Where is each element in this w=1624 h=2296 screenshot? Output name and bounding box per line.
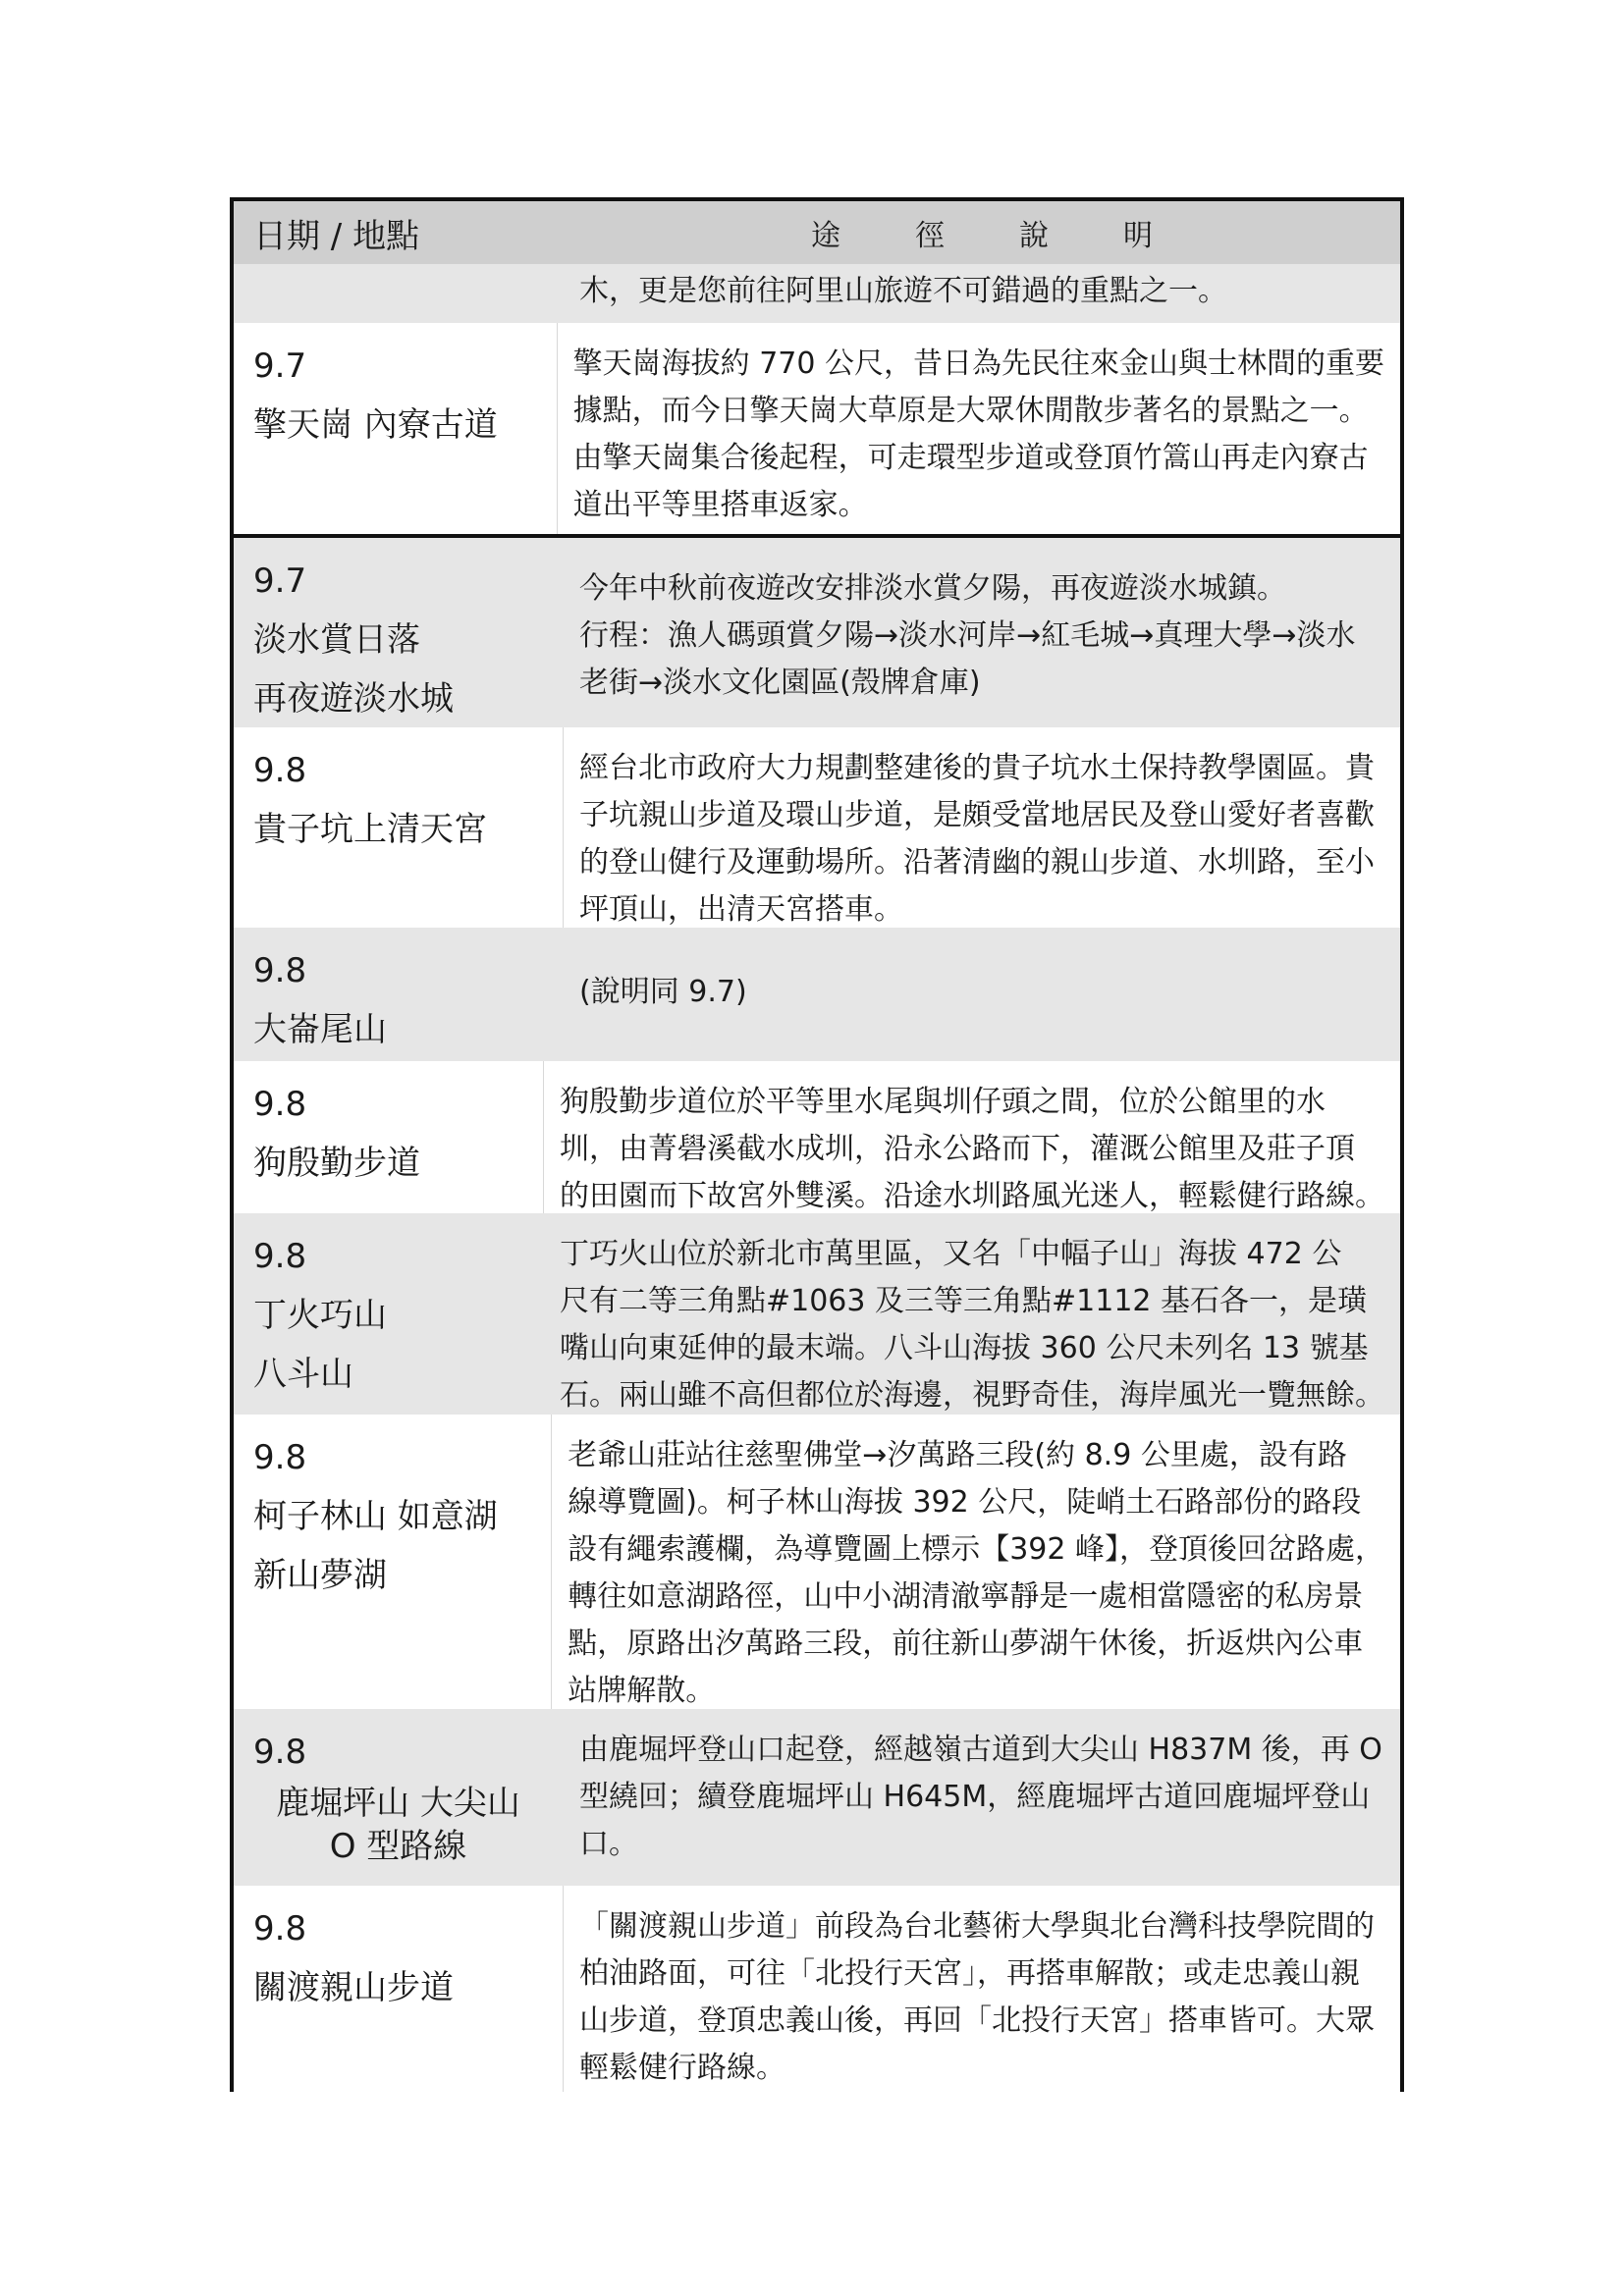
description-line: 線導覽圖)。柯子林山海拔 392 公尺，陡峭土石路部份的路段 (568, 1485, 1362, 1520)
table-row (234, 1061, 1400, 1213)
table-header (234, 201, 1400, 264)
description-line: (說明同 9.7) (579, 975, 747, 1009)
header-char: 徑 (915, 219, 945, 253)
table-row (234, 727, 1400, 928)
description-line: 木，更是您前往阿里山旅遊不可錯過的重點之一。 (579, 274, 1227, 308)
description-cell (544, 1213, 1400, 1415)
description-line: 轉往如意湖路徑，山中小湖清澈寧靜是一處相當隱密的私房景 (568, 1579, 1364, 1614)
row-place: 大崙尾山 (253, 1010, 387, 1049)
description-cell (564, 1709, 1400, 1886)
description-cell (544, 1061, 1400, 1213)
description-line: 道出平等里搭車返家。 (572, 488, 868, 522)
description-line: 行程：漁人碼頭賞夕陽→淡水河岸→紅毛城→真理大學→淡水 (579, 618, 1356, 653)
row-place: 淡水賞日落 (253, 620, 420, 660)
row-place: 再夜遊淡水城 (253, 679, 454, 719)
date-place-cell (234, 1886, 564, 2092)
description-line: 山步道，登頂忠義山後，再回「北投行天宮」搭車皆可。大眾 (579, 2003, 1375, 2038)
description-line: 子坑親山步道及環山步道，是頗受當地居民及登山愛好者喜歡 (579, 798, 1375, 832)
date-place-cell (234, 1061, 544, 1213)
header-char: 明 (1123, 219, 1153, 253)
description-line: 點，原路出汐萬路三段，前往新山夢湖午休後，折返烘內公車 (568, 1627, 1364, 1661)
row-place: 關渡親山步道 (253, 1968, 454, 2007)
date-place-cell (234, 538, 564, 727)
header-date-place: 日期 / 地點 (253, 216, 420, 256)
table-row (234, 1709, 1400, 1886)
row-date: 9.8 (253, 1438, 307, 1477)
row-place: 柯子林山 如意湖 (253, 1497, 498, 1536)
description-cell (564, 928, 1400, 1061)
row-place: 鹿堀坪山 大尖山 (276, 1784, 520, 1823)
description-line: 型繞回；續登鹿堀坪山 H645M，經鹿堀坪古道回鹿堀坪登山 (579, 1780, 1371, 1814)
description-line: 「關渡親山步道」前段為台北藝術大學與北台灣科技學院間的 (579, 1909, 1375, 1944)
date-place-cell (234, 323, 558, 534)
description-line: 口。 (579, 1827, 638, 1861)
description-line: 老爺山莊站往慈聖佛堂→汐萬路三段(約 8.9 公里處，設有路 (568, 1438, 1347, 1472)
description-line: 輕鬆健行路線。 (579, 2051, 785, 2085)
row-place: 丁火巧山 (253, 1296, 387, 1335)
date-place-cell (234, 928, 564, 1061)
header-char: 說 (1019, 219, 1049, 253)
description-line: 圳，由菁礐溪截水成圳，沿永公路而下，灌溉公館里及莊子頂 (560, 1132, 1355, 1166)
itinerary-table (230, 197, 1404, 2092)
header-route-desc (564, 211, 1400, 254)
description-line: 老街→淡水文化園區(殼牌倉庫) (579, 666, 981, 700)
description-line: 今年中秋前夜遊改安排淡水賞夕陽，再夜遊淡水城鎮。 (579, 571, 1286, 606)
date-place-cell (234, 264, 564, 323)
description-line: 柏油路面，可往「北投行天宮」，再搭車解散；或走忠義山親 (579, 1956, 1360, 1991)
row-place: 貴子坑上清天宮 (253, 810, 487, 849)
row-date: 9.8 (253, 1085, 307, 1124)
row-place: 狗殷勤步道 (253, 1144, 420, 1183)
description-cell (564, 727, 1400, 928)
date-place-cell (234, 1415, 552, 1709)
date-place-cell (234, 727, 564, 928)
description-line: 設有繩索護欄，為導覽圖上標示【392 峰】，登頂後回岔路處， (568, 1532, 1384, 1567)
row-date: 9.8 (253, 1733, 307, 1772)
row-date: 9.7 (253, 347, 307, 386)
description-cell (552, 1415, 1400, 1709)
row-place: O 型路線 (329, 1827, 467, 1866)
description-line: 站牌解散。 (568, 1674, 716, 1708)
description-cell (558, 323, 1400, 534)
row-date: 9.8 (253, 951, 307, 990)
row-place: 八斗山 (253, 1355, 353, 1394)
table-row (234, 1886, 1400, 2092)
description-line: 狗殷勤步道位於平等里水尾與圳仔頭之間，位於公館里的水 (560, 1085, 1326, 1119)
description-cell (564, 538, 1400, 727)
description-line: 坪頂山，出清天宮搭車。 (579, 892, 903, 927)
row-date: 9.8 (253, 1909, 307, 1949)
table-row (234, 1213, 1400, 1415)
row-date: 9.8 (253, 751, 307, 790)
description-line: 據點，而今日擎天崗大草原是大眾休閒散步著名的景點之一。 (572, 394, 1369, 428)
description-line: 經台北市政府大力規劃整建後的貴子坑水土保持教學園區。貴 (579, 751, 1375, 785)
description-cell (564, 1886, 1400, 2092)
row-date: 9.8 (253, 1237, 307, 1276)
date-place-cell (234, 1709, 564, 1886)
table-row (234, 264, 1400, 323)
table-row (234, 538, 1400, 727)
description-line: 的登山健行及運動場所。沿著清幽的親山步道、水圳路，至小 (579, 845, 1375, 880)
description-line: 嘴山向東延伸的最末端。八斗山海拔 360 公尺未列名 13 號基 (560, 1331, 1369, 1365)
description-cell (564, 264, 1400, 323)
header-char: 途 (811, 219, 840, 253)
description-line: 由鹿堀坪登山口起登，經越嶺古道到大尖山 H837M 後，再 O (579, 1733, 1382, 1767)
description-line: 尺有二等三角點#1063 及三等三角點#1112 基石各一，是璜 (560, 1284, 1368, 1318)
date-place-cell (234, 1213, 544, 1415)
description-line: 的田園而下故宮外雙溪。沿途水圳路風光迷人，輕鬆健行路線。 (560, 1179, 1384, 1213)
row-place: 擎天崗 內寮古道 (253, 405, 498, 445)
description-line: 石。兩山雖不高但都位於海邊，視野奇佳，海岸風光一覽無餘。 (560, 1378, 1384, 1413)
row-date: 9.7 (253, 561, 307, 601)
description-line: 由擎天崗集合後起程，可走環型步道或登頂竹篙山再走內寮古 (572, 441, 1369, 475)
description-line: 丁巧火山位於新北市萬里區，又名「中幅子山」海拔 472 公 (560, 1237, 1342, 1271)
row-place: 新山夢湖 (253, 1556, 387, 1595)
table-row (234, 928, 1400, 1061)
table-row (234, 1415, 1400, 1709)
table-row (234, 323, 1400, 538)
description-line: 擎天崗海拔約 770 公尺，昔日為先民往來金山與士林間的重要 (572, 347, 1384, 381)
